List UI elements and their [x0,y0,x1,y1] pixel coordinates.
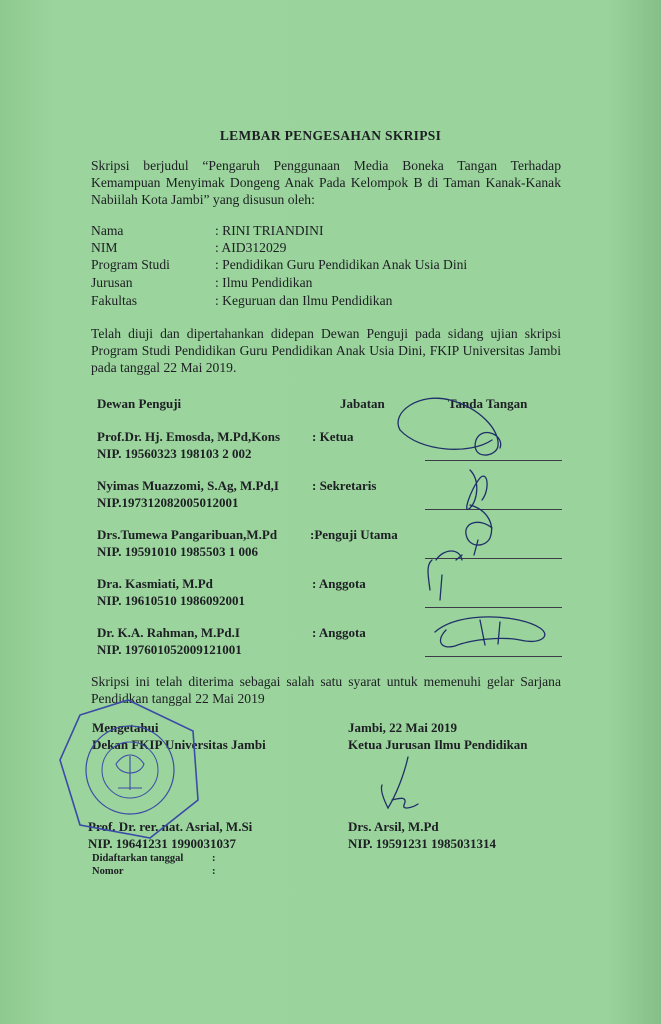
identity-value-name: : RINI TRIANDINI [215,223,324,238]
signature-ketua [398,398,501,455]
examiner-nip: NIP. 19610510 1986092001 [97,593,245,608]
signature-anggota-1 [428,551,462,600]
examiner-nip: NIP.197312082005012001 [97,495,239,510]
examiner-role: :Penguji Utama [310,527,398,542]
examiner-role: : Anggota [312,576,366,591]
registration-date-sep: : [212,853,216,864]
acceptance-paragraph: Skripsi ini telah diterima sebagai salah satu syarat untuk memenuhi gelar Sarjana Pendidkan tanggal 22 Mai 2019 [91,674,561,706]
university-stamp [60,700,198,838]
identity-label-nim: NIM [91,240,118,255]
examiner-name: Dr. K.A. Rahman, M.Pd.I [97,625,240,640]
identity-value-nim: : AID312029 [215,240,287,255]
identity-label-name: Nama [91,223,124,238]
header-examiner: Dewan Penguji [97,396,182,411]
examiner-role: : Ketua [312,429,354,444]
examiner-name: Drs.Tumewa Pangaribuan,M.Pd [97,527,278,542]
examiner-name: Prof.Dr. Hj. Emosda, M.Pd,Kons [97,429,281,444]
signature-sekretaris [467,470,487,510]
exam-statement: Telah diuji dan dipertahankan didepan Dewan Penguji pada sidang ujian skripsi Program Studi Pendidikan Guru Pendidikan Anak Usia Dini, FKIP Universitas Jambi pada tanggal 22 Mai 2019. [91,326,561,375]
page-title: LEMBAR PENGESAHAN SKRIPSI [219,128,442,143]
intro-paragraph: Skripsi berjudul “Pengaruh Penggunaan Media Boneka Tangan Terhadap Kemampuan Menyimak Dongeng Anak Pada Kelompok B di Taman Kanak-Kanak Nabiilah Kota Jambi” yang disusun oleh: [91,158,561,207]
examiner-nip: NIP. 197601052009121001 [97,642,242,657]
header-signature: Tanda Tangan [448,396,528,411]
right-sign-nip: NIP. 19591231 1985031314 [348,836,496,851]
signature-anggota-2 [435,617,545,647]
examiner-role: : Anggota [312,625,366,640]
examiner-nip: NIP. 19560323 198103 2 002 [97,446,252,461]
identity-value-program: : Pendidikan Guru Pendidikan Anak Usia Dini [215,257,468,272]
registration-number-sep: : [212,866,216,877]
identity-value-jurusan: : Ilmu Pendidikan [215,275,313,290]
examiner-role: : Sekretaris [312,478,377,493]
identity-label-program: Program Studi [91,257,170,272]
left-sign-line1: Mengetahui [92,720,159,735]
identity-value-fakultas: : Keguruan dan Ilmu Pendidikan [215,293,393,308]
right-sign-line2: Ketua Jurusan Ilmu Pendidikan [348,737,528,752]
left-sign-name: Prof. Dr. rer. nat. Asrial, M.Si [88,819,253,834]
header-position: Jabatan [340,396,385,411]
examiner-name: Dra. Kasmiati, M.Pd [97,576,213,591]
examiner-nip: NIP. 19591010 1985503 1 006 [97,544,258,559]
identity-label-fakultas: Fakultas [91,293,138,308]
left-sign-nip: NIP. 19641231 1990031037 [88,836,236,851]
identity-label-jurusan: Jurusan [91,275,133,290]
registration-date-label: Didaftarkan tanggal [92,853,184,864]
examiner-name: Nyimas Muazzomi, S.Ag, M.Pd,I [97,478,279,493]
signature-ketua-jurusan [381,757,418,808]
right-sign-name: Drs. Arsil, M.Pd [348,819,439,834]
right-sign-line1: Jambi, 22 Mai 2019 [348,720,458,735]
registration-number-label: Nomor [92,866,124,877]
left-sign-line2: Dekan FKIP Universitas Jambi [92,737,266,752]
signature-penguji-utama [466,505,492,555]
